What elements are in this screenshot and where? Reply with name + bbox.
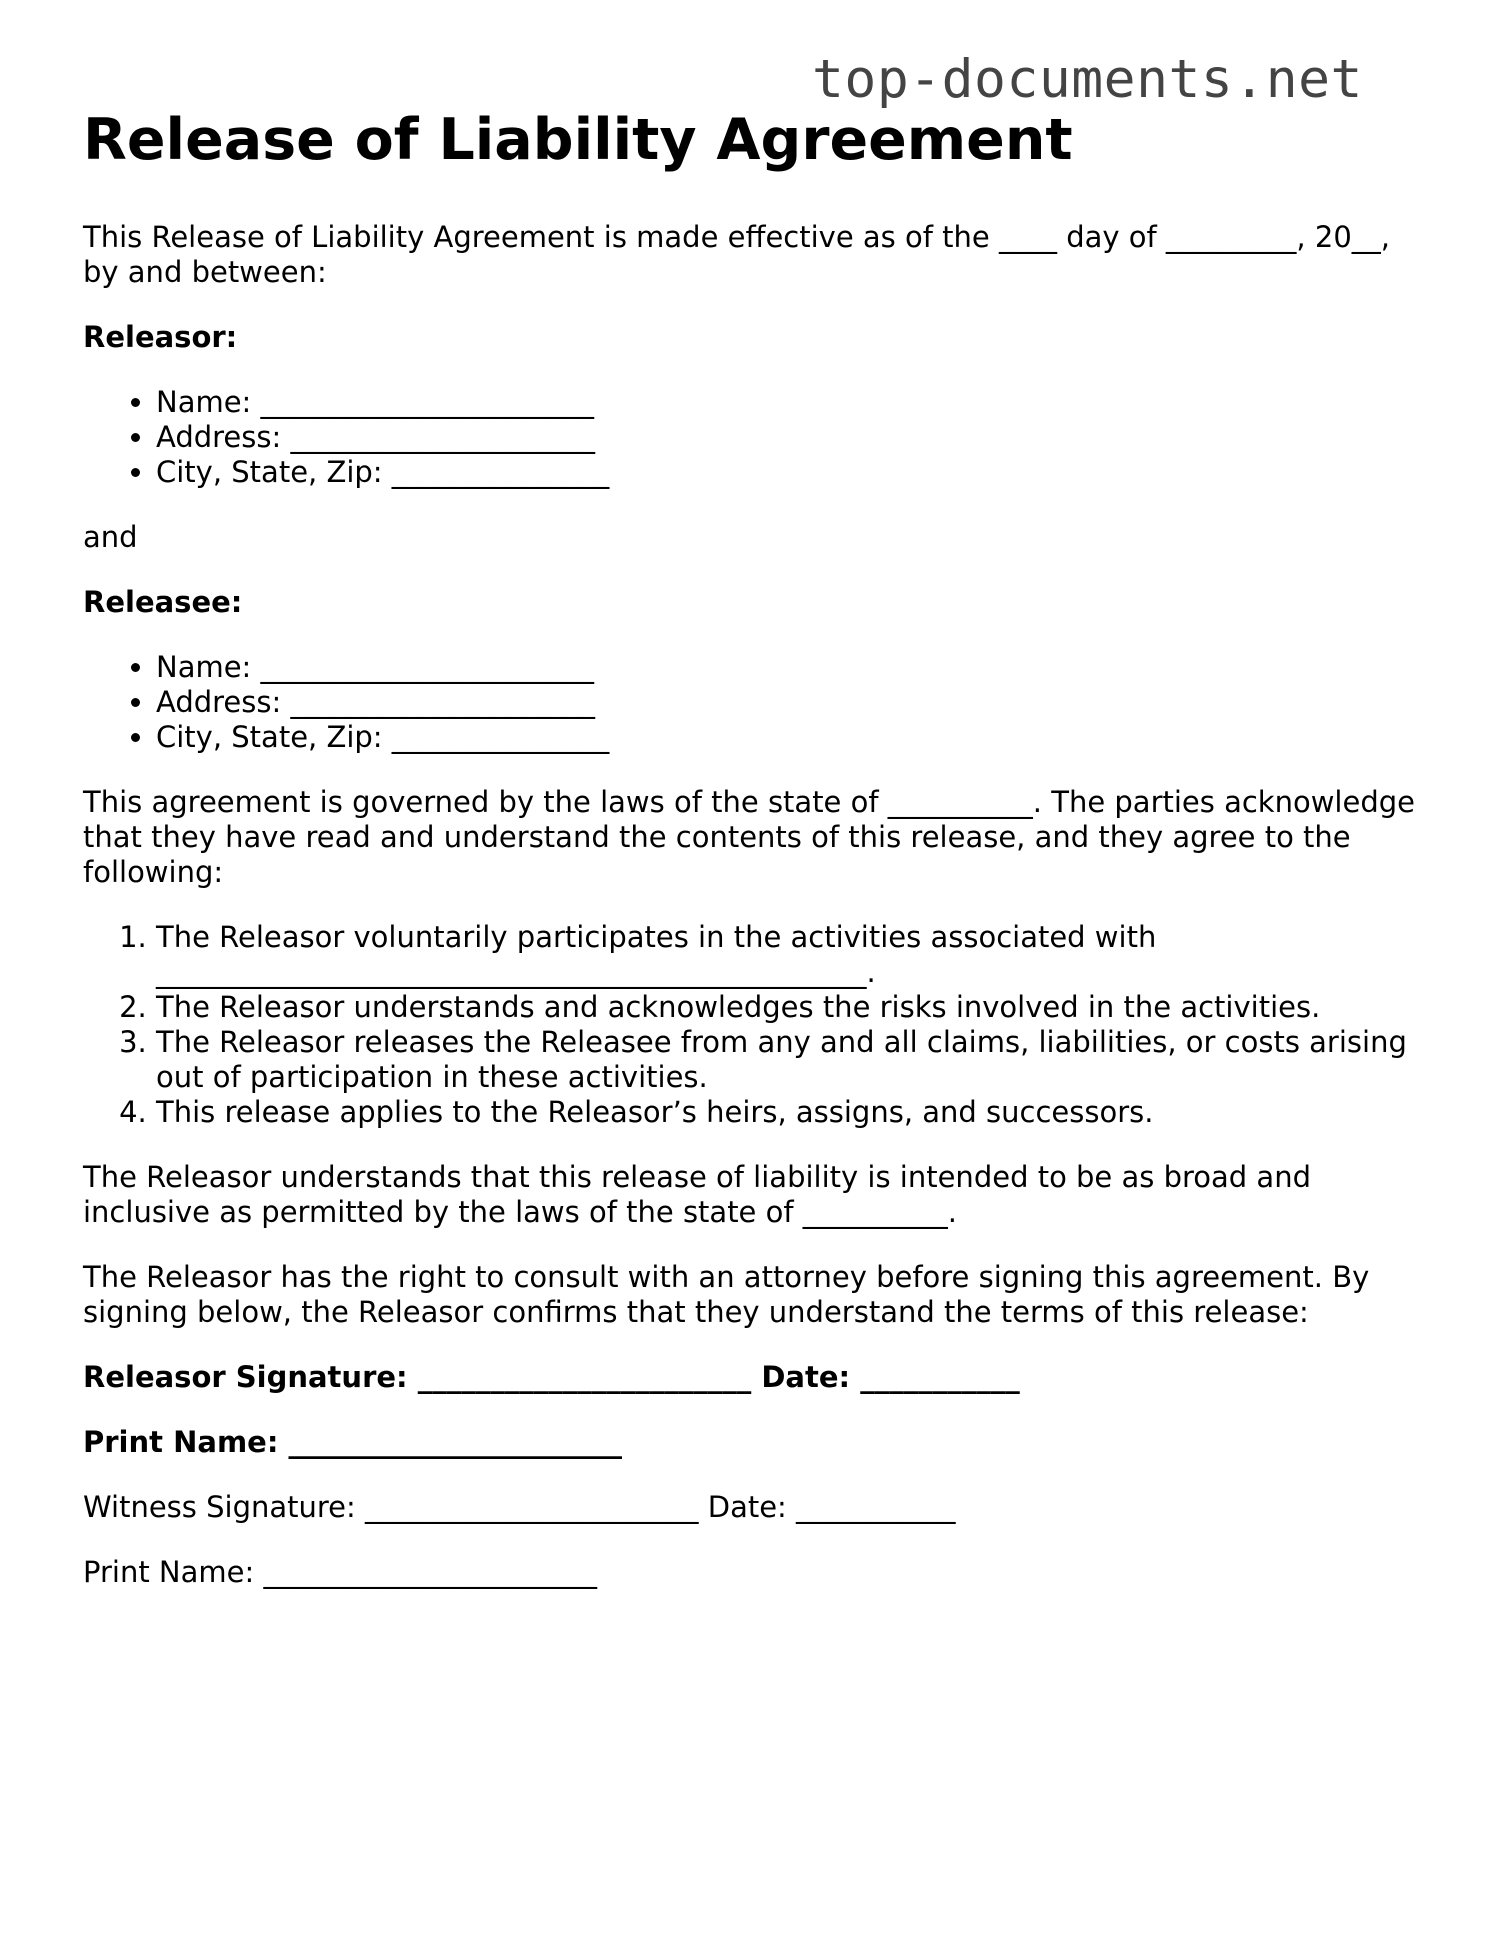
releasor-fields: [83, 385, 1428, 490]
term-item: 3. The Releasor releases the Releasee from any and all claims, liabilities, or costs arising out of participation in these activities.: [156, 1025, 1428, 1095]
document-title: Release of Liability Agreement: [83, 107, 1073, 173]
releasor-heading: Releasor:: [83, 320, 238, 354]
terms-list: [83, 920, 1428, 1130]
consult-clause: The Releasor has the right to consult with an attorney before signing this agreement. By signing below, the Releasor confirms that they understand the terms of this release:: [83, 1260, 1370, 1329]
releasee-city-field: • City, State, Zip: _______________: [156, 720, 1428, 755]
term-item: 2. The Releasor understands and acknowledges the risks involved in the activities.: [156, 990, 1428, 1025]
releasee-heading: Releasee:: [83, 585, 243, 619]
witness-print-name-line: Print Name: _______________________: [83, 1555, 597, 1589]
releasor-address-field: • Address: _____________________: [156, 420, 1428, 455]
intro-paragraph: This Release of Liability Agreement is made effective as of the ____ day of _________, 20__, by and between:: [83, 220, 1390, 289]
watermark: top-documents.net: [812, 49, 1363, 110]
releasee-address-field: • Address: _____________________: [156, 685, 1428, 720]
witness-signature-line: Witness Signature: _______________________ Date: ___________: [83, 1490, 956, 1524]
releasee-fields: [83, 650, 1428, 755]
releasor-print-name-line: Print Name: _______________________: [83, 1425, 623, 1459]
governing-paragraph: This agreement is governed by the laws of the state of __________. The parties acknowledge that they have read and understand the contents of this release, and they agree to the following:: [83, 785, 1415, 889]
releasor-signature-line: Releasor Signature: _______________________ Date: ___________: [83, 1360, 1020, 1394]
releasee-name-field: • Name: _______________________: [156, 650, 1428, 685]
broad-clause: The Releasor understands that this release of liability is intended to be as broad and inclusive as permitted by the laws of the state of __________.: [83, 1160, 1311, 1229]
term-item: 1. The Releasor voluntarily participates in the activities associated with _________________________________________________.: [156, 920, 1428, 990]
releasor-name-field: • Name: _______________________: [156, 385, 1428, 420]
document-page: [83, 104, 1428, 1590]
term-item: 4. This release applies to the Releasor’s heirs, assigns, and successors.: [156, 1095, 1428, 1130]
and-text: and: [83, 520, 138, 554]
releasor-city-field: • City, State, Zip: _______________: [156, 455, 1428, 490]
